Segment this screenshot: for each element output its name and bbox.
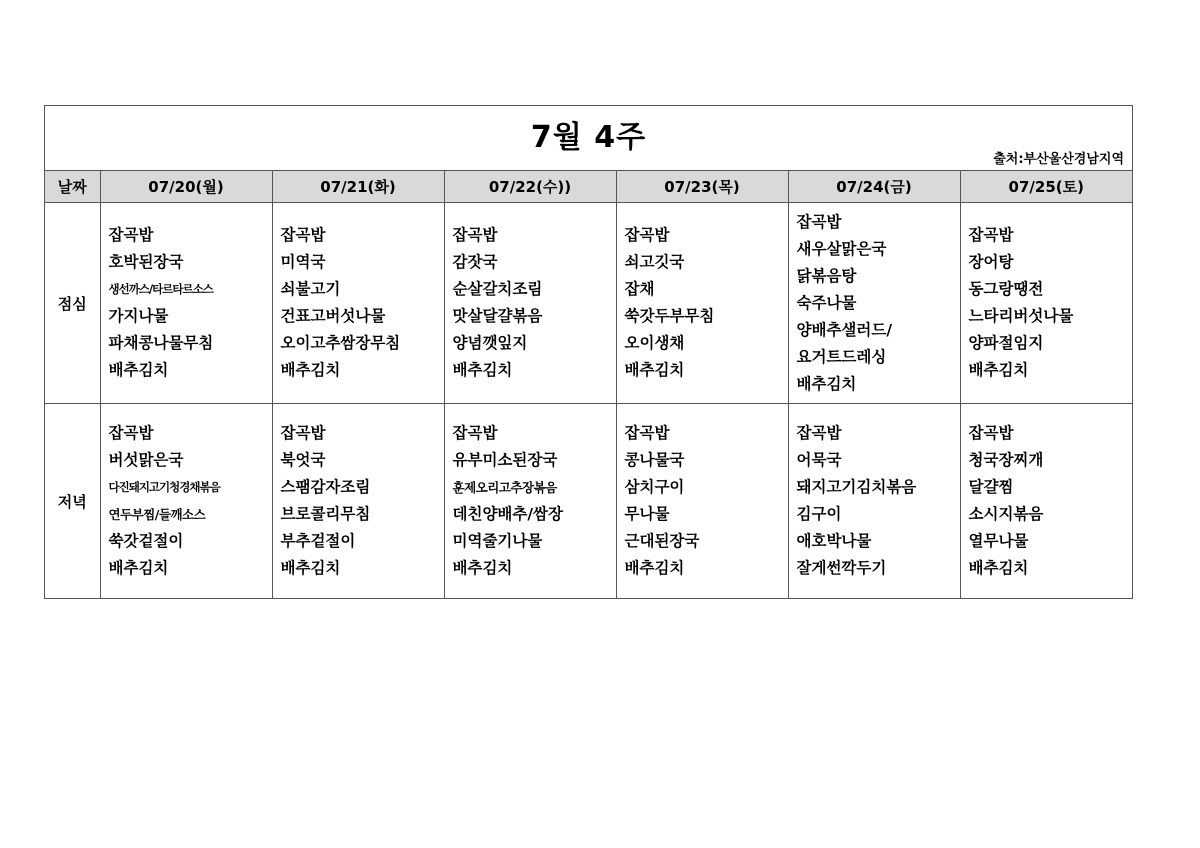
menu-item: 잡곡밥 <box>968 424 1014 442</box>
menu-item: 순살갈치조림 <box>452 280 543 298</box>
lunch-cell <box>960 203 1132 404</box>
menu-item: 동그랑땡전 <box>968 280 1044 298</box>
menu-item: 가지나물 <box>108 307 169 325</box>
menu-item: 잡곡밥 <box>452 226 498 244</box>
dinner-cell <box>272 404 444 599</box>
menu-item: 배추김치 <box>452 361 513 379</box>
source-note: 출처:부산울산경남지역 <box>993 152 1124 167</box>
menu-item: 북엇국 <box>280 451 326 469</box>
menu-item: 잡곡밥 <box>280 226 326 244</box>
menu-item: 훈제오리고추장볶음 <box>452 480 557 495</box>
menu-item: 호박된장국 <box>108 253 184 271</box>
lunch-cell <box>272 203 444 404</box>
lunch-menu-list <box>797 209 960 398</box>
menu-item: 미역국 <box>280 253 326 271</box>
menu-item: 어묵국 <box>796 451 842 469</box>
menu-item: 배추김치 <box>624 361 685 379</box>
menu-item: 잡곡밥 <box>280 424 326 442</box>
date-header-sat: 07/25(토) <box>960 171 1132 203</box>
menu-item: 열무나물 <box>968 532 1029 550</box>
menu-item: 달걀찜 <box>968 478 1014 496</box>
menu-item: 돼지고기김치볶음 <box>796 478 917 496</box>
date-header-row <box>45 171 1132 203</box>
menu-item: 요거트드레싱 <box>796 347 887 366</box>
menu-sheet <box>44 105 1133 599</box>
menu-item: 청국장찌개 <box>968 451 1044 469</box>
menu-item: 장어탕 <box>968 253 1014 271</box>
lunch-cell <box>788 203 960 404</box>
lunch-cell <box>616 203 788 404</box>
menu-item: 데친양배추/쌈장 <box>452 505 563 523</box>
date-header-tue: 07/21(화) <box>272 171 444 203</box>
menu-item: 콩나물국 <box>624 451 685 469</box>
menu-item: 오이고추쌈장무침 <box>280 334 401 352</box>
dinner-label: 저녁 <box>45 404 100 599</box>
date-header-fri: 07/24(금) <box>788 171 960 203</box>
lunch-menu-list <box>281 222 444 384</box>
dinner-menu-list <box>109 420 272 582</box>
menu-item: 잡채 <box>624 280 655 298</box>
menu-item: 유부미소된장국 <box>452 451 558 469</box>
menu-item: 연두부찜/들깨소스 <box>108 507 206 522</box>
menu-item: 파채콩나물무침 <box>108 334 214 352</box>
menu-item: 배추김치 <box>624 559 685 577</box>
menu-item: 삼치구이 <box>624 478 685 496</box>
menu-item: 애호박나물 <box>796 532 872 550</box>
date-header-label: 날짜 <box>45 171 100 203</box>
lunch-row <box>45 203 1132 404</box>
menu-item: 잡곡밥 <box>968 226 1014 244</box>
menu-item: 잡곡밥 <box>624 226 670 244</box>
menu-item: 양배추샐러드/ <box>796 320 892 339</box>
menu-item: 김구이 <box>796 505 842 523</box>
menu-item: 배추김치 <box>968 559 1029 577</box>
menu-item: 브로콜리무침 <box>280 505 371 523</box>
lunch-menu-list <box>453 222 616 384</box>
dinner-menu-list <box>969 420 1133 582</box>
dinner-cell <box>788 404 960 599</box>
menu-item: 배추김치 <box>108 559 169 577</box>
date-header-mon: 07/20(월) <box>100 171 272 203</box>
menu-item: 잡곡밥 <box>796 212 842 231</box>
menu-item: 양파절임지 <box>968 334 1044 352</box>
menu-item: 쑥갓겉절이 <box>108 532 184 550</box>
menu-item: 미역줄기나물 <box>452 532 543 550</box>
lunch-cell <box>444 203 616 404</box>
lunch-cell <box>100 203 272 404</box>
menu-item: 맛살달걀볶음 <box>452 307 543 325</box>
menu-item: 배추김치 <box>452 559 513 577</box>
menu-item: 잡곡밥 <box>452 424 498 442</box>
dinner-menu-list <box>625 420 788 582</box>
menu-item: 근대된장국 <box>624 532 700 550</box>
menu-item: 숙주나물 <box>796 293 857 312</box>
menu-item: 새우살맑은국 <box>796 239 887 258</box>
menu-item: 쇠불고기 <box>280 280 341 298</box>
menu-item: 잘게썬깍두기 <box>796 559 887 577</box>
dinner-row <box>45 404 1132 599</box>
menu-item: 양념깻잎지 <box>452 334 528 352</box>
menu-table <box>45 171 1132 598</box>
menu-item: 부추겉절이 <box>280 532 356 550</box>
menu-item: 잡곡밥 <box>624 424 670 442</box>
menu-item: 잡곡밥 <box>108 226 154 244</box>
dinner-menu-list <box>797 420 960 582</box>
lunch-menu-list <box>625 222 788 384</box>
menu-item: 건표고버섯나물 <box>280 307 386 325</box>
menu-item: 감잣국 <box>452 253 498 271</box>
dinner-cell <box>100 404 272 599</box>
title-row <box>45 106 1132 171</box>
menu-item: 배추김치 <box>108 361 169 379</box>
dinner-menu-list <box>453 420 616 582</box>
menu-item: 느타리버섯나물 <box>968 307 1074 325</box>
menu-item: 무나물 <box>624 505 670 523</box>
menu-item: 쑥갓두부무침 <box>624 307 715 325</box>
menu-item: 스팸감자조림 <box>280 478 371 496</box>
menu-item: 소시지볶음 <box>968 505 1044 523</box>
menu-item: 쇠고깃국 <box>624 253 685 271</box>
date-header-wed: 07/22(수)) <box>444 171 616 203</box>
menu-item: 배추김치 <box>280 361 341 379</box>
menu-item: 버섯맑은국 <box>108 451 184 469</box>
menu-item: 배추김치 <box>796 374 857 393</box>
menu-item: 잡곡밥 <box>796 424 842 442</box>
lunch-menu-list <box>109 222 272 384</box>
dinner-cell <box>444 404 616 599</box>
lunch-label: 점심 <box>45 203 100 404</box>
dinner-menu-list <box>281 420 444 582</box>
menu-item: 생선까스/타르타르소스 <box>108 282 213 296</box>
menu-item: 배추김치 <box>280 559 341 577</box>
dinner-cell <box>960 404 1132 599</box>
menu-item: 다진돼지고기청경채볶음 <box>108 480 220 494</box>
dinner-cell <box>616 404 788 599</box>
menu-item: 배추김치 <box>968 361 1029 379</box>
menu-item: 오이생채 <box>624 334 685 352</box>
menu-item: 닭볶음탕 <box>796 266 857 285</box>
date-header-thu: 07/23(목) <box>616 171 788 203</box>
page-title: 7월 4주 <box>530 120 647 155</box>
menu-item: 잡곡밥 <box>108 424 154 442</box>
lunch-menu-list <box>969 222 1133 384</box>
